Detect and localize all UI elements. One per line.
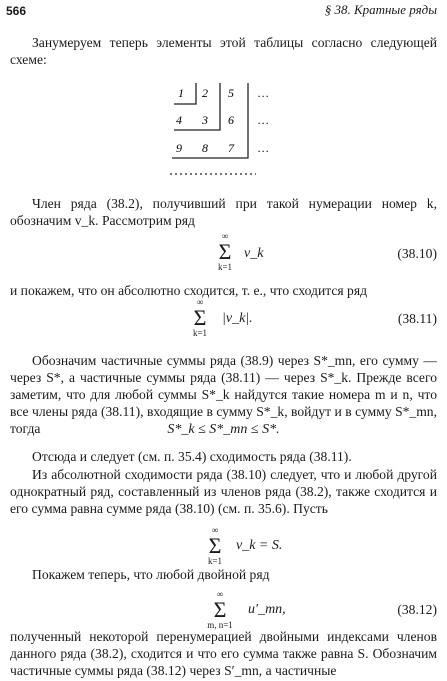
scheme-cell: 4 <box>176 113 182 127</box>
sum-upper-limit: ∞ <box>211 525 219 535</box>
equation-38-12 <box>190 590 250 630</box>
paragraph-4: Отсюда и следует (см. п. 35.4) сходимость ряда (38.11). <box>32 449 352 464</box>
scheme-cell: 9 <box>176 141 182 155</box>
scheme-cell: … <box>258 113 269 127</box>
section-header: § 38. Кратные ряды <box>324 2 437 17</box>
sum-lower-limit: k=1 <box>207 556 223 566</box>
numbering-scheme <box>160 80 290 180</box>
sum-symbol: Σ <box>193 305 207 330</box>
sum-symbol: Σ <box>213 597 227 622</box>
eq4-term: v_k = S. <box>236 538 283 553</box>
scheme-cell: 3 <box>202 113 208 127</box>
eq5-term: u′_mn, <box>248 602 286 617</box>
equation-number: (38.12) <box>397 602 437 617</box>
sum-lower-limit: k=1 <box>217 262 233 272</box>
paragraph-3: Обозначим частичные суммы ряда (38.9) через S*_mn, его сумму — через S*, а частичные суммы ряда (38.11) — через S*_k. Прежде всего заметим, что для любой суммы S*_k найдутся такие номера m и n, что все члены ряда (38.11), входящие в сумму S*_k, войдут и в сумму S*_mn, тогда <box>10 353 437 436</box>
scheme-cell: … <box>258 141 269 155</box>
paragraph-6: Покажем теперь, что любой двойной ряд <box>32 567 270 582</box>
scheme-cell: 2 <box>202 86 208 100</box>
sum-lower-limit: m, n=1 <box>207 620 233 630</box>
paragraph-1: Член ряда (38.2), получивший при такой нумерации номер k, обозначим v_k. Рассмотрим ряд <box>10 196 437 228</box>
paragraph-2: и покажем, что он абсолютно сходится, т. е., что сходится ряд <box>10 283 368 298</box>
eq1-term: v_k <box>244 246 264 261</box>
page-number: 566 <box>6 4 27 18</box>
scheme-cell: 1 <box>178 86 184 100</box>
paragraph-5: Из абсолютной сходимости ряда (38.10) следует, что и любой другой однократный ряд, составленный из членов ряда (38.2), также сходится и его сумма равна сумме ряда (38.10) (см. п. 35.6). Пусть <box>10 467 437 516</box>
sum-lower-limit: k=1 <box>192 328 208 338</box>
equation-38-11 <box>175 298 225 338</box>
intro-paragraph: Занумеруем теперь элементы этой таблицы согласно следующей схеме: <box>10 35 437 67</box>
equation-sum-s <box>190 526 240 566</box>
inequality: S*_k ≤ S*_mn ≤ S*. <box>167 422 280 437</box>
sum-symbol: Σ <box>218 239 232 264</box>
scheme-cell: 7 <box>228 141 234 155</box>
equation-38-10 <box>200 232 250 272</box>
equation-number: (38.11) <box>397 311 437 326</box>
scheme-cell: 6 <box>228 113 234 127</box>
scheme-cell: … <box>258 86 269 100</box>
sum-upper-limit: ∞ <box>216 589 224 599</box>
sum-upper-limit: ∞ <box>196 297 204 307</box>
scheme-cell: 8 <box>202 141 208 155</box>
scheme-cell: 5 <box>228 86 234 100</box>
sum-symbol: Σ <box>208 533 222 558</box>
equation-number: (38.10) <box>397 246 437 261</box>
eq2-term: |v_k|. <box>222 311 253 326</box>
sum-upper-limit: ∞ <box>221 231 229 241</box>
paragraph-7: полученный некоторой перенумерацией двойными индексами членов данного ряда (38.2), сходится и что его сумма также равна S. Обозначим частичные суммы ряда (38.12) через S′_mn, а частичные <box>10 629 437 678</box>
